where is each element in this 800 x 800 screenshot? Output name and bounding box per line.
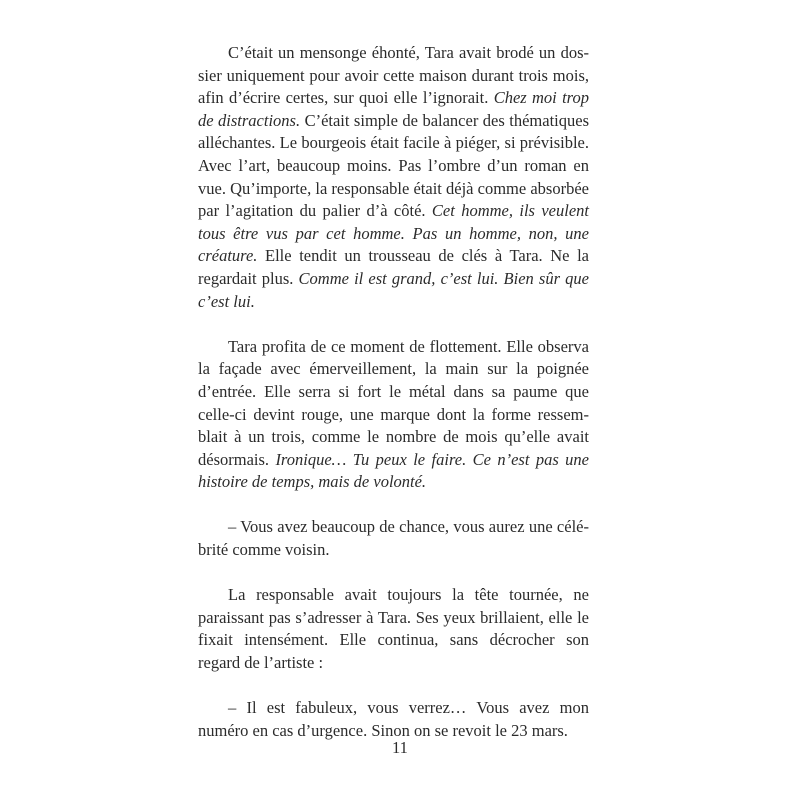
paragraph-5-dialogue <box>198 697 589 742</box>
page-number: 11 <box>392 738 408 757</box>
para1-seg3: C’était simple de balancer des thématiques alléchantes. Le bourgeois était facile à piéger, si prévisible. Avec l’art, beaucoup moins. Pas l’ombre d’un roman en vue. Qu’importe, la responsable était déjà comme absorbée par l’agitation du palier d’à côté. <box>198 110 589 221</box>
para1-seg2: Chez moi trop de distractions. <box>198 88 589 130</box>
para1-seg6: Comme il est grand, c’est lui. Bien sûr que c’est lui. <box>198 268 589 311</box>
para4-seg1: La responsable avait toujours la tête tournée, ne paraissant pas s’adresser à Tara. Ses yeux brillaient, elle le fixait intensément. Elle continua, sans décrocher son regard de l’artiste : <box>198 585 589 673</box>
para2-seg1: Tara profita de ce moment de flottement. Elle observa la façade avec émerveillement, la main sur la poignée d’entrée. Elle serra si fort le métal dans sa paume que celle-ci devint rouge, une marque dont la forme ressemblait à un trois, comme le nombre de mois qu’elle avait désormais. <box>198 336 589 469</box>
paragraph-4 <box>198 584 589 674</box>
para5-seg1: – Il est fabuleux, vous verrez… Vous avez mon numéro en cas d’urgence. Sinon on se revoit le 23 mars. <box>198 698 589 740</box>
para1-seg1: C’était un mensonge éhonté, Tara avait brodé un dossier uniquement pour avoir cette maison durant trois mois, afin d’écrire certes, sur quoi elle l’ignorait. <box>198 43 589 108</box>
para1-seg4: Cet homme, ils veulent tous être vus par cet homme. Pas un homme, non, une créature. <box>198 201 589 266</box>
para3-seg1: – Vous avez beaucoup de chance, vous aurez une célébrité comme voisin. <box>198 517 589 560</box>
paragraph-2 <box>198 336 589 494</box>
para1-seg5: Elle tendit un trousseau de clés à Tara. Ne la regardait plus. <box>198 246 589 288</box>
paragraph-1 <box>198 42 589 313</box>
para2-seg2: Ironique… Tu peux le faire. Ce n’est pas une histoire de temps, mais de volonté. <box>198 449 589 492</box>
page-body <box>198 42 589 765</box>
paragraph-3-dialogue <box>198 516 589 561</box>
